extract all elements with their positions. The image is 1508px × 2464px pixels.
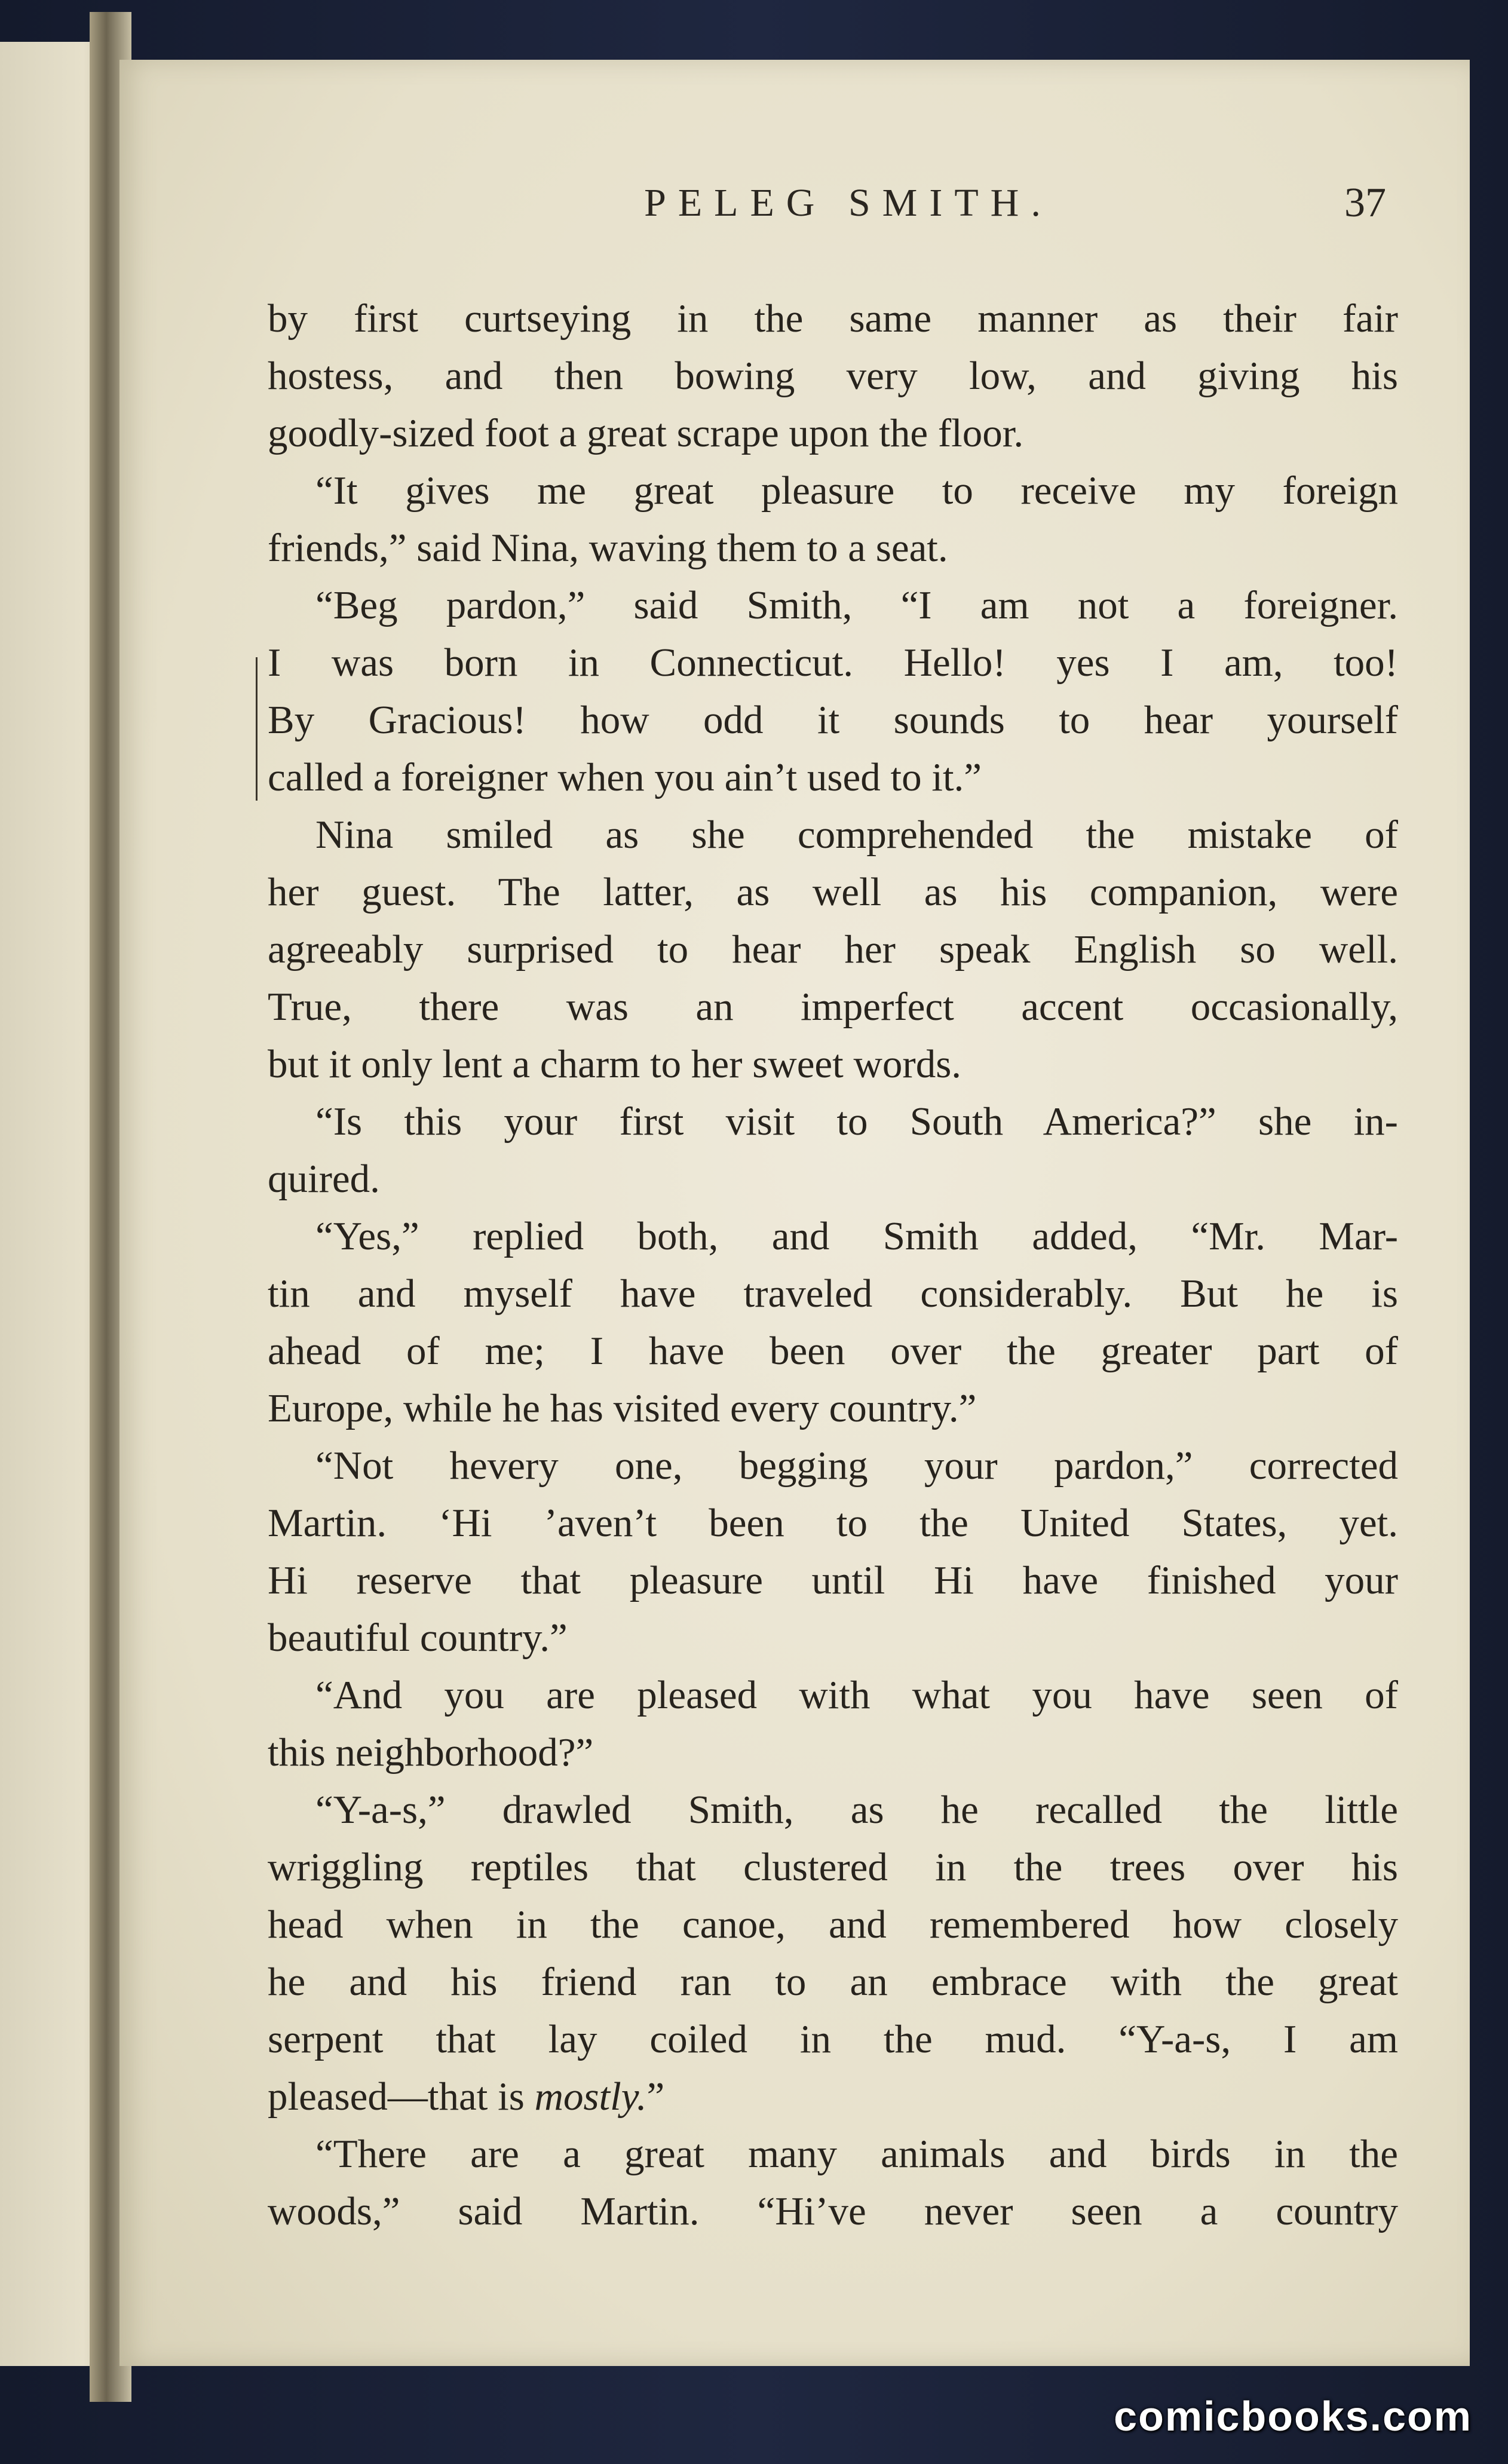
text-line: tin and myself have traveled considerably. But he is [268, 1271, 1398, 1316]
text-line: I was born in Connecticut. Hello! yes I am, too! [268, 640, 1398, 685]
text-line: “It gives me great pleasure to receive my foreign [315, 468, 1398, 513]
closing-quote: ” [646, 2074, 665, 2119]
text-line: “There are a great many animals and birds in the [315, 2132, 1398, 2176]
page-number: 37 [1344, 180, 1386, 226]
text-line: wriggling reptiles that clustered in the trees over his [268, 1845, 1398, 1889]
text-line: By Gracious! how odd it sounds to hear yourself [268, 698, 1398, 742]
text-line: Europe, while he has visited every country.” [268, 1386, 977, 1430]
text-line: serpent that lay coiled in the mud. “Y-a-s, I am [268, 2017, 1398, 2061]
text-line: ahead of me; I have been over the greater part of [268, 1329, 1398, 1373]
text-line: he and his friend ran to an embrace with the great [268, 1960, 1398, 2004]
text-line: hostess, and then bowing very low, and giving his [268, 354, 1398, 398]
text-line: her guest. The latter, as well as his companion, were [268, 870, 1398, 914]
book-page [119, 60, 1470, 2366]
page-header [490, 170, 1386, 236]
text-line: “Yes,” replied both, and Smith added, “Mr. Mar- [315, 1214, 1398, 1258]
text-line: but it only lent a charm to her sweet words. [268, 1042, 962, 1086]
text-line: friends,” said Nina, waving them to a seat. [268, 526, 948, 570]
text-line: Martin. ‘Hi ’aven’t been to the United States, yet. [268, 1501, 1398, 1545]
body-text [268, 290, 1398, 2240]
text-line: True, there was an imperfect accent occasionally, [268, 985, 1398, 1029]
watermark-logo: comicbooks.com [1114, 2393, 1472, 2440]
text-line: Hi reserve that pleasure until Hi have finished your [268, 1558, 1398, 1602]
italic-word: mostly. [534, 2074, 647, 2119]
text-line: woods,” said Martin. “Hi’ve never seen a country [268, 2189, 1398, 2233]
text-line: beautiful country.” [268, 1616, 568, 1660]
text-line: “Is this your first visit to South America?” she in- [315, 1099, 1398, 1144]
text-line: goodly-sized foot a great scrape upon the floor. [268, 411, 1024, 455]
text-line: Nina smiled as she comprehended the mistake of [315, 813, 1398, 857]
text-line: “Beg pardon,” said Smith, “I am not a foreigner. [315, 583, 1398, 627]
text-line: “Y-a-s,” drawled Smith, as he recalled the little [315, 1788, 1398, 1832]
text-line: this neighborhood?” [268, 1730, 594, 1775]
running-title: PELEG SMITH. [644, 181, 1053, 225]
text-line: “Not hevery one, begging your pardon,” corrected [315, 1444, 1398, 1488]
text-line: called a foreigner when you ain’t used to it.” [268, 755, 982, 799]
text-line: “And you are pleased with what you have seen of [315, 1673, 1398, 1717]
text-line: by first curtseying in the same manner as their fair [268, 296, 1398, 341]
text-line: head when in the canoe, and remembered how closely [268, 1902, 1398, 1947]
margin-pencil-mark [256, 657, 258, 801]
text-line: quired. [268, 1157, 380, 1201]
text-line [268, 2068, 1398, 2125]
text-line-lead: pleased—that is [268, 2074, 535, 2119]
text-line: agreeably surprised to hear her speak English so well. [268, 927, 1398, 971]
